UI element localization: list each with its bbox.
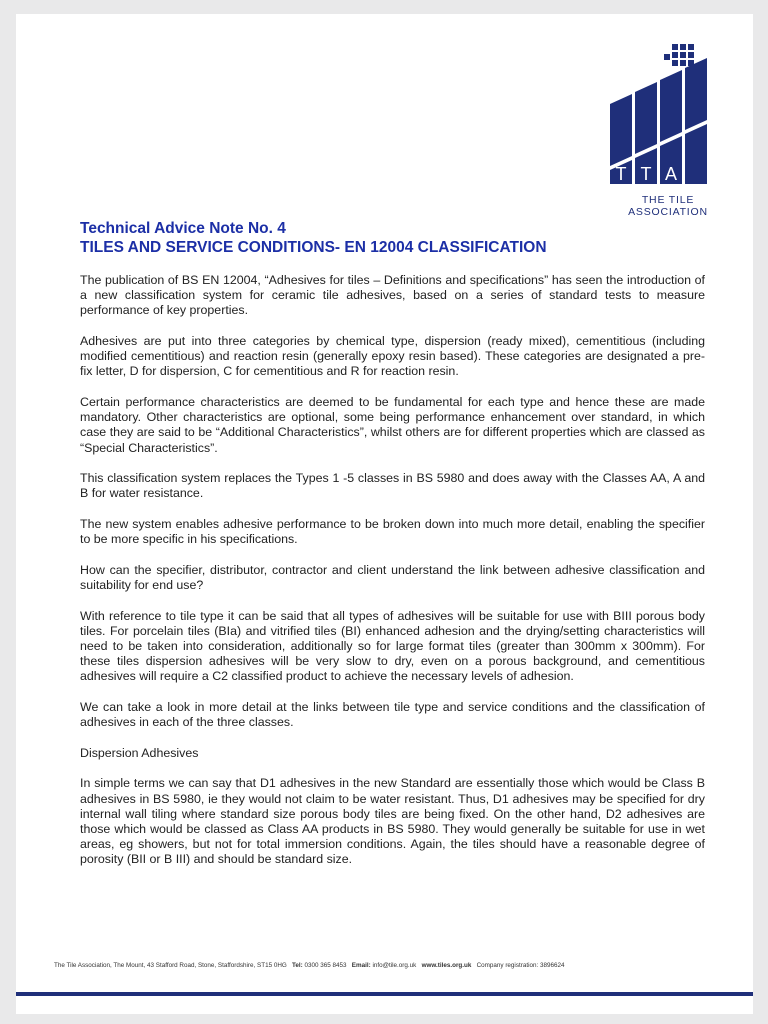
footer-website[interactable]: www.tiles.org.uk (421, 962, 472, 969)
tta-logo-letter: A (664, 164, 678, 184)
footer-email[interactable]: info@tile.org.uk (372, 962, 417, 969)
tta-logo-mark (608, 44, 718, 194)
section-heading: Dispersion Adhesives (80, 745, 199, 760)
paragraph: Adhesives are put into three categories by chemical type, dispersion (ready mixed), cementitious (including modified cementitious) and reaction resin (generally epoxy resin based). These categories are designated a pre-fix letter, D for dispersion, C for cementitious and R for reaction resin. (80, 334, 705, 379)
paragraph: Certain performance characteristics are deemed to be fundamental for each type and hence these are made mandatory. Other characteristics are optional, some being performance enhancement over standard, in which case they are said to be “Additional Characteristics”, whilst others are for different properties which are classed as “Special Characteristics”. (80, 395, 705, 455)
paragraph: How can the specifier, distributor, contractor and client understand the link between adhesive classification and suitability for end use? (80, 562, 705, 592)
document-title: TILES AND SERVICE CONDITIONS- EN 12004 CLASSIFICATION (80, 239, 547, 256)
footer-company-registration: Company registration: 3896624 (476, 962, 565, 969)
tta-logo (608, 44, 718, 234)
footer-tel: 0300 365 8453 (304, 962, 347, 969)
footer-address: The Tile Association, The Mount, 43 Stafford Road, Stone, Staffordshire, ST15 0HG (54, 962, 287, 969)
body-text (80, 273, 705, 883)
document-subtitle: Technical Advice Note No. 4 (80, 220, 286, 237)
paragraph: The new system enables adhesive performance to be broken down into much more detail, enabling the specifier to be more specific in his specifications. (80, 517, 705, 547)
document-page (16, 14, 753, 1014)
footer (54, 962, 734, 969)
tta-logo-letter: T (640, 164, 652, 184)
footer-tel-label: Tel: (292, 962, 303, 969)
footer-divider (16, 992, 753, 996)
footer-email-label: Email: (351, 962, 371, 969)
paragraph: This classification system replaces the Types 1 -5 classes in BS 5980 and does away with the Classes AA, A and B for water resistance. (80, 471, 705, 501)
title-block (80, 219, 720, 257)
paragraph: With reference to tile type it can be said that all types of adhesives will be suitable for use with BIII porous body tiles. For porcelain tiles (BIa) and vitrified tiles (BI) enhanced adhesion and the drying/setting characteristics will need to be taken into consideration, additionally so for large format tiles (greater than 300mm x 300mm). For these tiles dispersion adhesives will be very slow to dry, even on a porous background, and cementitious adhesives will require a C2 classified product to achieve the necessary levels of adhesion. (80, 608, 705, 684)
paragraph: The publication of BS EN 12004, “Adhesives for tiles – Definitions and specifications” has seen the introduction of a new classification system for ceramic tile adhesives, based on a series of standard tests to measure performance of key properties. (80, 273, 705, 318)
paragraph: In simple terms we can say that D1 adhesives in the new Standard are essentially those which would be Class B adhesives in BS 5980, ie they would not claim to be water resistant. Thus, D1 adhesives may be specified for dry internal wall tiling where standard size porous body tiles are being fixed. On the other hand, D2 adhesives are those which would be classed as Class AA products in BS 5980. They would generally be suitable for use in wet areas, eg showers, but not for total immersion conditions. Again, the tiles should have a reasonable degree of porosity (BII or B III) and should be standard size. (80, 776, 705, 867)
logo-text-line2: ASSOCIATION (628, 206, 708, 218)
paragraph: We can take a look in more detail at the links between tile type and service conditions and the classification of adhesives in each of the three classes. (80, 700, 705, 730)
tta-logo-letter: T (615, 164, 627, 184)
logo-text-line1: THE TILE (641, 194, 695, 206)
